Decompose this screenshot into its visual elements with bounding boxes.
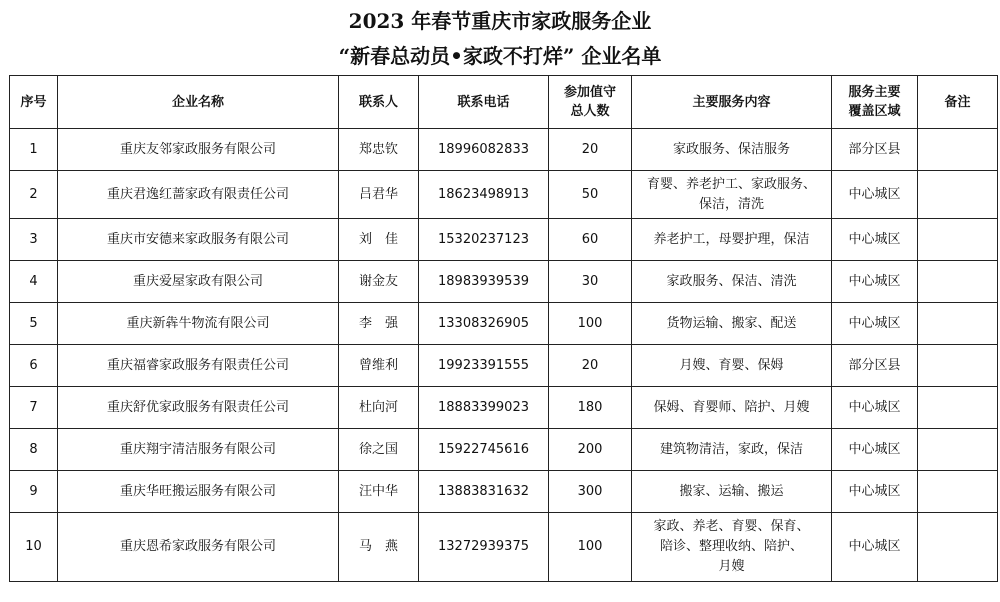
cell-staff: 300 <box>549 471 632 513</box>
cell-staff: 180 <box>549 387 632 429</box>
table-row <box>10 303 998 345</box>
cell-staff: 100 <box>549 303 632 345</box>
cell-services <box>632 171 832 219</box>
cell-company: 重庆爱屋家政有限公司 <box>58 261 339 303</box>
header-area-line1: 服务主要 <box>848 85 901 100</box>
header-notes: 备注 <box>918 76 998 129</box>
cell-services <box>632 513 832 582</box>
cell-company: 重庆华旺搬运服务有限公司 <box>58 471 339 513</box>
cell-notes <box>918 129 998 171</box>
cell-phone: 18983939539 <box>419 261 549 303</box>
cell-staff: 20 <box>549 345 632 387</box>
cell-services <box>632 303 832 345</box>
table-header-row <box>10 76 998 129</box>
cell-contact: 徐之国 <box>339 429 419 471</box>
table-row <box>10 219 998 261</box>
cell-seq: 9 <box>10 471 58 513</box>
cell-contact: 刘 佳 <box>339 219 419 261</box>
service-line: 搬家、运输、搬运 <box>679 483 784 499</box>
table-body <box>10 129 998 582</box>
cell-notes <box>918 261 998 303</box>
cell-services <box>632 129 832 171</box>
cell-services <box>632 345 832 387</box>
cell-company: 重庆舒优家政服务有限责任公司 <box>58 387 339 429</box>
header-staff <box>549 76 632 129</box>
cell-staff: 100 <box>549 513 632 582</box>
service-line: 保姆、育婴师、陪护、月嫂 <box>653 399 810 415</box>
cell-area: 部分区县 <box>832 345 918 387</box>
table-row <box>10 345 998 387</box>
cell-services <box>632 471 832 513</box>
cell-seq: 2 <box>10 171 58 219</box>
cell-seq: 4 <box>10 261 58 303</box>
service-line: 育婴、养老护工、家政服务、 <box>646 176 816 192</box>
service-line: 货物运输、搬家、配送 <box>666 315 797 331</box>
cell-notes <box>918 513 998 582</box>
header-contact: 联系人 <box>339 76 419 129</box>
cell-company: 重庆市安德来家政服务有限公司 <box>58 219 339 261</box>
cell-phone: 15922745616 <box>419 429 549 471</box>
cell-staff: 50 <box>549 171 632 219</box>
header-staff-line2: 总人数 <box>570 104 610 119</box>
service-line: 建筑物清洁，家政，保洁 <box>659 441 803 457</box>
cell-notes <box>918 345 998 387</box>
cell-staff: 60 <box>549 219 632 261</box>
header-services: 主要服务内容 <box>632 76 832 129</box>
cell-services <box>632 261 832 303</box>
document-title-line2: “新春总动员•家政不打烊” 企业名单 <box>338 44 662 68</box>
cell-area: 中心城区 <box>832 471 918 513</box>
cell-area: 中心城区 <box>832 219 918 261</box>
service-line: 月嫂、育婴、保姆 <box>679 357 784 373</box>
cell-contact: 马 燕 <box>339 513 419 582</box>
header-area-line2: 覆盖区域 <box>848 104 901 119</box>
table-row <box>10 471 998 513</box>
service-line: 月嫂 <box>718 559 745 574</box>
table-row <box>10 129 998 171</box>
cell-services <box>632 219 832 261</box>
table-row <box>10 387 998 429</box>
cell-phone: 13308326905 <box>419 303 549 345</box>
cell-company: 重庆君逸红蔷家政有限责任公司 <box>58 171 339 219</box>
cell-contact: 李 强 <box>339 303 419 345</box>
table-row <box>10 513 998 582</box>
cell-phone: 18623498913 <box>419 171 549 219</box>
cell-seq: 7 <box>10 387 58 429</box>
header-seq: 序号 <box>10 76 58 129</box>
cell-phone: 15320237123 <box>419 219 549 261</box>
service-line: 保洁，清洗 <box>698 196 764 212</box>
cell-seq: 5 <box>10 303 58 345</box>
header-area <box>832 76 918 129</box>
cell-company: 重庆翔宇清洁服务有限公司 <box>58 429 339 471</box>
enterprise-list-table <box>9 75 998 582</box>
cell-area: 中心城区 <box>832 387 918 429</box>
cell-area: 中心城区 <box>832 429 918 471</box>
cell-area: 中心城区 <box>832 303 918 345</box>
cell-phone: 18883399023 <box>419 387 549 429</box>
service-line: 家政服务、保洁、清洗 <box>666 273 797 289</box>
header-staff-line1: 参加值守 <box>563 85 616 100</box>
header-phone: 联系电话 <box>419 76 549 129</box>
cell-notes <box>918 429 998 471</box>
cell-area: 中心城区 <box>832 171 918 219</box>
cell-seq: 1 <box>10 129 58 171</box>
cell-notes <box>918 171 998 219</box>
cell-contact: 谢金友 <box>339 261 419 303</box>
cell-staff: 200 <box>549 429 632 471</box>
cell-phone: 19923391555 <box>419 345 549 387</box>
cell-notes <box>918 303 998 345</box>
cell-services <box>632 429 832 471</box>
cell-company: 重庆恩希家政服务有限公司 <box>58 513 339 582</box>
cell-staff: 20 <box>549 129 632 171</box>
cell-company: 重庆新犇牛物流有限公司 <box>58 303 339 345</box>
table-row <box>10 429 998 471</box>
cell-area: 部分区县 <box>832 129 918 171</box>
cell-contact: 郑忠钦 <box>339 129 419 171</box>
document-title-line1: 2023 年春节重庆市家政服务企业 <box>348 9 652 33</box>
cell-notes <box>918 219 998 261</box>
table-row <box>10 261 998 303</box>
service-line: 家政服务、保洁服务 <box>672 141 790 157</box>
cell-notes <box>918 471 998 513</box>
cell-phone: 13272939375 <box>419 513 549 582</box>
cell-notes <box>918 387 998 429</box>
cell-staff: 30 <box>549 261 632 303</box>
cell-seq: 3 <box>10 219 58 261</box>
cell-contact: 汪中华 <box>339 471 419 513</box>
table-row <box>10 171 998 219</box>
cell-phone: 13883831632 <box>419 471 549 513</box>
cell-seq: 6 <box>10 345 58 387</box>
cell-company: 重庆友邻家政服务有限公司 <box>58 129 339 171</box>
cell-seq: 8 <box>10 429 58 471</box>
cell-area: 中心城区 <box>832 513 918 582</box>
cell-phone: 18996082833 <box>419 129 549 171</box>
cell-contact: 吕君华 <box>339 171 419 219</box>
cell-services <box>632 387 832 429</box>
cell-contact: 曾维利 <box>339 345 419 387</box>
cell-seq: 10 <box>10 513 58 582</box>
header-company: 企业名称 <box>58 76 339 129</box>
service-line: 家政、养老、育婴、保育、 <box>653 519 810 534</box>
cell-contact: 杜向河 <box>339 387 419 429</box>
cell-area: 中心城区 <box>832 261 918 303</box>
cell-company: 重庆福睿家政服务有限责任公司 <box>58 345 339 387</box>
service-line: 陪诊、整理收纳、陪护、 <box>659 539 803 554</box>
service-line: 养老护工，母婴护理，保洁 <box>653 231 810 247</box>
